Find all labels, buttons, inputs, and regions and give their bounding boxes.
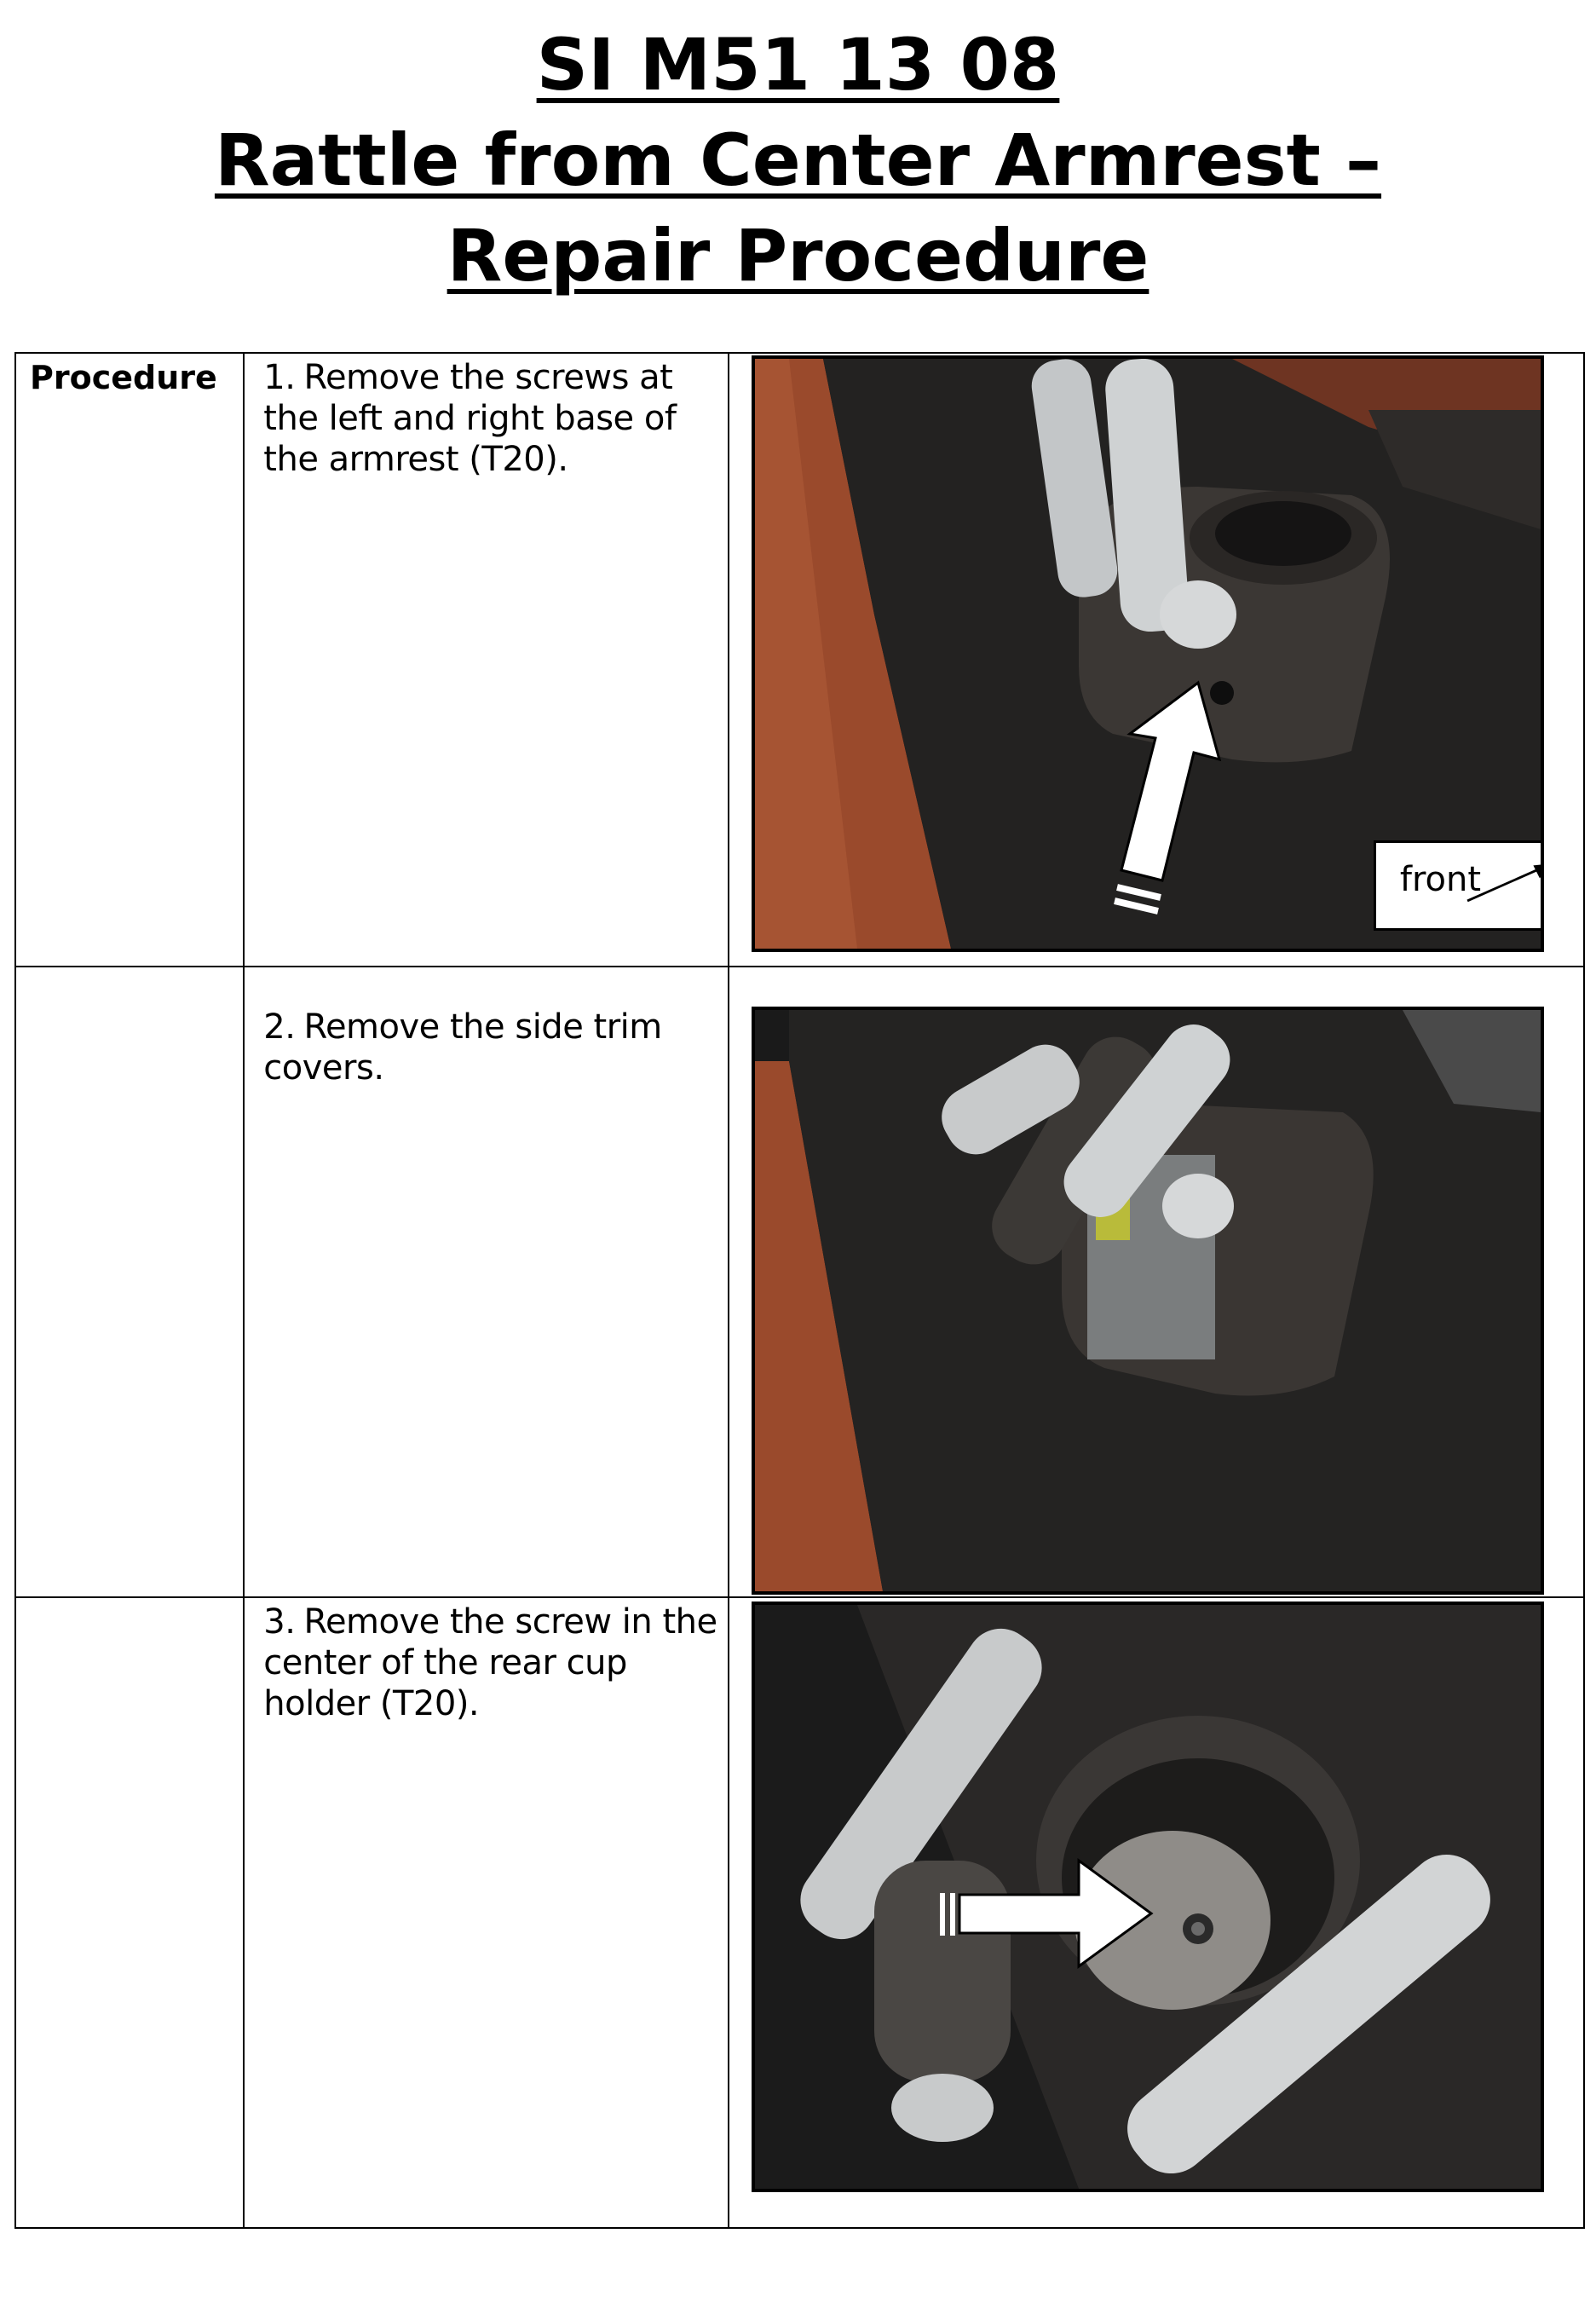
rear-cup-holder-screw-photo [752, 1602, 1544, 2192]
step-3-text [245, 1598, 728, 1724]
step-row-2 [15, 967, 1584, 1597]
title-line-3: Repair Procedure [447, 214, 1149, 297]
document-title [0, 17, 1596, 303]
label-cell [15, 1597, 244, 2228]
front-arrow-icon [1376, 843, 1544, 928]
step-1-instruction: Remove the screws at the left and right base of the armrest (T20). [263, 358, 677, 479]
title-line-1: SI M51 13 08 [536, 23, 1060, 107]
step-1-text [245, 354, 728, 480]
step-text-cell [244, 967, 729, 1597]
step-row-1 [15, 353, 1584, 967]
step-text-cell [244, 353, 729, 967]
label-cell [15, 967, 244, 1597]
front-direction-callout [1374, 840, 1544, 931]
side-trim-covers-removed-photo [752, 1007, 1544, 1595]
side-trim-photo-illustration [755, 1010, 1541, 1591]
armrest-base-screw-photo [752, 355, 1544, 952]
title-line-2: Rattle from Center Armrest – [214, 118, 1382, 202]
callout-label: front [1399, 860, 1482, 899]
label-cell [15, 353, 244, 967]
step-photo-cell [729, 1597, 1584, 2228]
cup-holder-photo-illustration [755, 1605, 1541, 2189]
step-1-number: 1. [263, 358, 296, 397]
step-photo-cell [729, 353, 1584, 967]
step-photo-cell [729, 967, 1584, 1597]
step-text-cell [244, 1597, 729, 2228]
procedure-table [14, 352, 1585, 2229]
step-row-3 [15, 1597, 1584, 2228]
step-3-instruction: Remove the screw in the center of the rear cup holder (T20). [263, 1602, 717, 1723]
procedure-label: Procedure [30, 359, 217, 396]
step-2-text [245, 967, 728, 1088]
step-2-instruction: Remove the side trim covers. [263, 1007, 662, 1088]
step-2-number: 2. [263, 1007, 296, 1047]
step-3-number: 3. [263, 1602, 296, 1642]
